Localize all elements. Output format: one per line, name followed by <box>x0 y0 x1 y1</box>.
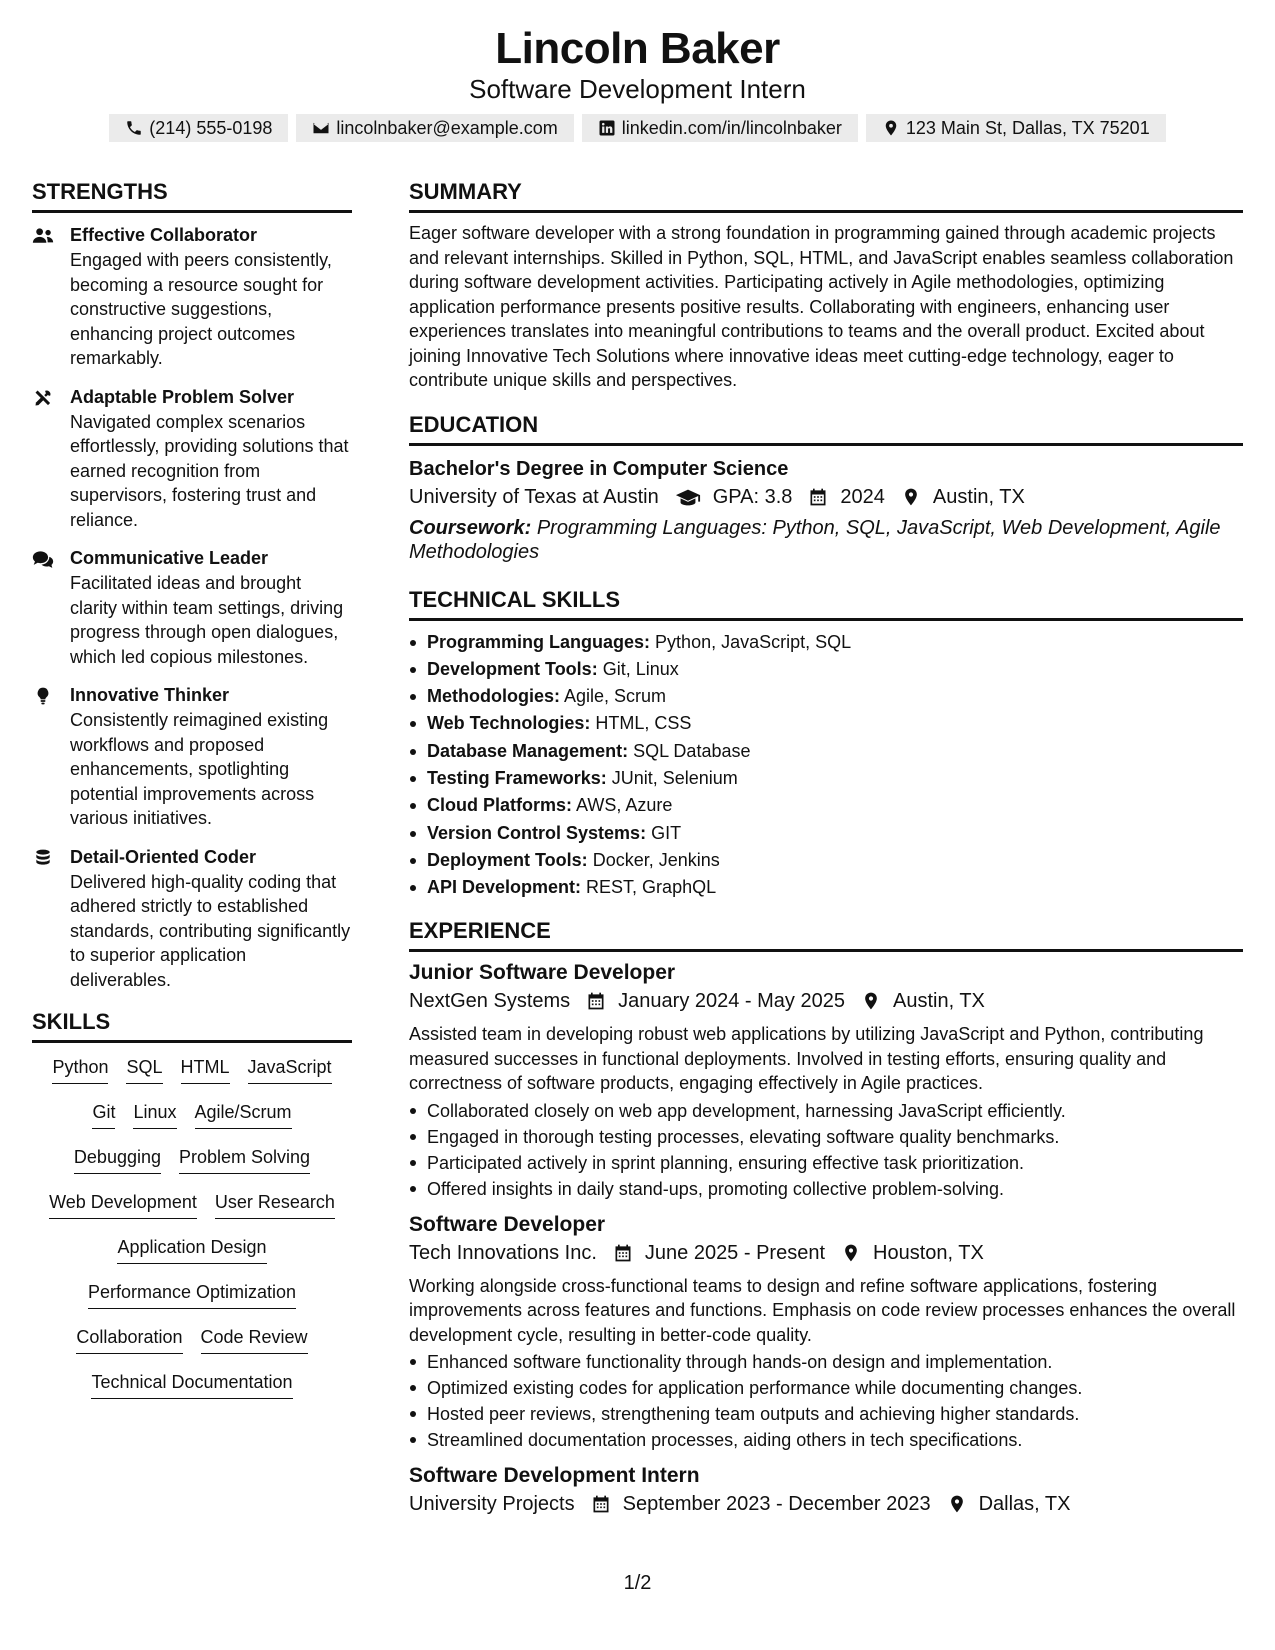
skill-chip: Agile/Scrum <box>195 1100 292 1129</box>
job-description: Assisted team in developing robust web applications by utilizing JavaScript and Python, contributing measured successes in functional deployments. Involved in testing efforts, ensuring quality and correctness of software products, engaging effectively in Agile practices. <box>409 1024 1204 1094</box>
technical-skills-list <box>409 629 1243 902</box>
job-meta <box>409 986 1243 1016</box>
strength-title: Adaptable Problem Solver <box>70 386 295 407</box>
skill-chip: User Research <box>215 1190 335 1219</box>
skill-category: Programming Languages: <box>427 631 651 652</box>
school-name: University of Texas at Austin <box>409 485 659 508</box>
experience-heading: EXPERIENCE <box>409 917 1243 952</box>
skill-chip: Web Development <box>49 1190 197 1219</box>
strengths-heading: STRENGTHS <box>32 178 352 213</box>
candidate-name: Lincoln Baker <box>495 24 780 73</box>
strength-description: Delivered high-quality coding that adhered strictly to established standards, contributing significantly to superior application deliverables. <box>70 871 351 990</box>
skill-chip: Application Design <box>117 1235 266 1264</box>
phone-text: (214) 555-0198 <box>149 117 273 138</box>
skill-values: REST, GraphQL <box>586 877 717 898</box>
list-item: Engaged in thorough testing processes, elevating software quality benchmarks. <box>409 1124 1243 1150</box>
skill-chip: Technical Documentation <box>91 1370 292 1399</box>
education-meta <box>409 482 1243 512</box>
tools-icon <box>32 388 54 408</box>
list-item <box>409 820 1243 847</box>
map-pin-icon <box>947 1494 967 1514</box>
list-item <box>409 738 1243 765</box>
envelope-icon <box>312 119 330 137</box>
contact-linkedin[interactable] <box>582 114 858 142</box>
strength-item <box>32 385 352 533</box>
technical-skills-section <box>409 586 1243 902</box>
skill-values: Docker, Jenkins <box>592 849 720 870</box>
skill-chip: SQL <box>126 1055 162 1084</box>
database-icon <box>32 848 54 868</box>
job-location: Dallas, TX <box>978 1493 1071 1516</box>
strength-description: Engaged with peers consistently, becoming a resource sought for constructive suggestions, enhancing project outcomes remarkably. <box>70 250 332 368</box>
job-dates: June 2025 - Present <box>644 1241 826 1264</box>
skill-chip: Linux <box>133 1100 176 1129</box>
skill-category: Cloud Platforms: <box>427 795 573 816</box>
school-location: Austin, TX <box>932 485 1025 508</box>
strength-title: Effective Collaborator <box>70 225 258 245</box>
skill-values: Agile, Scrum <box>564 686 667 707</box>
map-pin-icon <box>882 119 900 137</box>
skill-values: Python, JavaScript, SQL <box>655 631 852 652</box>
skill-chip: Git <box>92 1100 115 1129</box>
skill-category: Web Technologies: <box>427 713 591 734</box>
coursework-text: Programming Languages: Python, SQL, JavaScript, Web Development, Agile Methodologies <box>409 516 1221 563</box>
skills-section <box>32 1008 352 1415</box>
job-entry <box>409 1212 1243 1454</box>
skill-chip: Python <box>52 1055 108 1084</box>
skill-values: SQL Database <box>633 740 751 761</box>
list-item <box>409 792 1243 819</box>
list-item <box>409 847 1243 874</box>
education-section <box>409 411 1243 564</box>
skill-chip: Performance Optimization <box>88 1280 296 1309</box>
strength-item <box>32 683 352 831</box>
calendar-icon <box>586 991 606 1011</box>
skill-values: JUnit, Selenium <box>611 767 738 788</box>
company-name: University Projects <box>409 1493 575 1516</box>
list-item: Enhanced software functionality through hands-on design and implementation. <box>409 1349 1243 1375</box>
list-item: Streamlined documentation processes, aiding others in tech specifications. <box>409 1427 1243 1453</box>
skill-category: Database Management: <box>427 740 629 761</box>
list-item <box>409 710 1243 737</box>
job-description: Working alongside cross-functional teams to design and refine software applications, fostering improvements across features and functions. Emphasis on code review processes enhances the overall development cycle, resulting in better-code quality. <box>409 1275 1236 1345</box>
strength-title: Innovative Thinker <box>70 685 230 705</box>
contact-address[interactable] <box>866 114 1166 142</box>
list-item: Collaborated closely on web app development, harnessing JavaScript efficiently. <box>409 1098 1243 1124</box>
job-entry <box>409 1463 1243 1519</box>
skill-category: Methodologies: <box>427 686 560 707</box>
company-name: Tech Innovations Inc. <box>409 1241 597 1264</box>
skill-category: Version Control Systems: <box>427 822 647 843</box>
list-item: Hosted peer reviews, strengthening team outputs and achieving higher standards. <box>409 1401 1243 1427</box>
list-item <box>409 874 1243 901</box>
coursework <box>409 516 1243 564</box>
graduation-cap-icon <box>675 487 701 507</box>
skill-values: HTML, CSS <box>595 713 692 734</box>
skill-chip: Collaboration <box>76 1325 182 1354</box>
contact-phone[interactable] <box>109 114 288 142</box>
calendar-icon <box>808 487 828 507</box>
company-name: NextGen Systems <box>409 990 571 1013</box>
email-text: lincolnbaker@example.com <box>336 117 558 138</box>
degree-title: Bachelor's Degree in Computer Science <box>409 457 789 480</box>
job-title: Junior Software Developer <box>409 961 676 985</box>
list-item: Participated actively in sprint planning, ensuring effective task prioritization. <box>409 1150 1243 1176</box>
job-meta <box>409 1238 1243 1268</box>
skill-chip: Problem Solving <box>179 1145 310 1174</box>
left-column <box>32 178 352 1415</box>
strength-title: Communicative Leader <box>70 548 269 568</box>
coursework-label: Coursework: <box>409 516 532 539</box>
job-dates: January 2024 - May 2025 <box>618 990 845 1013</box>
skill-category: Development Tools: <box>427 658 598 679</box>
strength-description: Navigated complex scenarios effortlessly, providing solutions that earned recognition from supervisors, fostering trust and reliance. <box>70 411 349 530</box>
job-dates: September 2023 - December 2023 <box>622 1493 931 1516</box>
graduation-year: 2024 <box>840 485 885 508</box>
strength-title: Detail-Oriented Coder <box>70 846 257 867</box>
strengths-list <box>32 223 352 992</box>
skill-values: Git, Linux <box>602 658 679 679</box>
map-pin-icon <box>901 487 921 507</box>
technical-skills-heading: TECHNICAL SKILLS <box>409 586 1243 621</box>
skill-category: Deployment Tools: <box>427 849 588 870</box>
map-pin-icon <box>841 1243 861 1263</box>
job-title: Software Development Intern <box>409 1464 700 1488</box>
skill-values: AWS, Azure <box>576 795 673 816</box>
job-location: Austin, TX <box>892 990 985 1013</box>
strength-description: Facilitated ideas and brought clarity within team settings, driving progress through open dialogues, which led copious milestones. <box>70 573 344 667</box>
page-number: 1/2 <box>623 1572 652 1594</box>
job-meta <box>409 1489 1243 1519</box>
linkedin-icon <box>598 119 616 137</box>
map-pin-icon <box>861 991 881 1011</box>
job-bullets <box>409 1098 1243 1202</box>
summary-section <box>409 178 1243 393</box>
linkedin-text: linkedin.com/in/lincolnbaker <box>621 117 842 138</box>
skill-values: GIT <box>651 822 682 843</box>
gpa-text: GPA: 3.8 <box>712 485 793 508</box>
comments-icon <box>32 549 54 569</box>
list-item <box>409 629 1243 656</box>
phone-icon <box>125 119 143 137</box>
calendar-icon <box>591 1494 611 1514</box>
strength-item <box>32 845 352 993</box>
right-column <box>409 178 1243 1529</box>
list-item <box>409 656 1243 683</box>
contact-bar <box>0 114 1275 142</box>
skill-category: Testing Frameworks: <box>427 767 607 788</box>
job-title: Software Developer <box>409 1212 606 1236</box>
users-icon <box>32 226 54 246</box>
experience-section <box>409 917 1243 1519</box>
skills-heading: SKILLS <box>32 1008 352 1043</box>
candidate-role: Software Development Intern <box>469 74 806 104</box>
skill-category: API Development: <box>427 877 582 898</box>
strength-item <box>32 546 352 669</box>
strength-description: Consistently reimagined existing workflows and proposed enhancements, spotlighting potential improvements across various initiatives. <box>70 710 329 828</box>
contact-email[interactable] <box>296 114 573 142</box>
skill-chip: HTML <box>181 1055 230 1084</box>
skills-chips <box>32 1055 352 1415</box>
calendar-icon <box>613 1243 633 1263</box>
list-item <box>409 683 1243 710</box>
skill-chip: Debugging <box>74 1145 161 1174</box>
job-location: Houston, TX <box>873 1241 984 1264</box>
resume-header <box>0 22 1275 142</box>
address-text: 123 Main St, Dallas, TX 75201 <box>905 117 1150 138</box>
job-bullets <box>409 1349 1243 1453</box>
education-heading: EDUCATION <box>409 411 1243 446</box>
strength-item <box>32 223 352 371</box>
list-item: Offered insights in daily stand-ups, promoting collective problem-solving. <box>409 1176 1243 1202</box>
summary-heading: SUMMARY <box>409 178 1243 213</box>
list-item <box>409 765 1243 792</box>
lightbulb-icon <box>32 686 54 706</box>
job-entry <box>409 960 1243 1202</box>
summary-text: Eager software developer with a strong foundation in programming gained through academic projects and relevant internships. Skilled in Python, SQL, HTML, and JavaScript enables seamless collaboration during software development activities. Participating actively in Agile methodologies, optimizing application performance presents positive results. Collaborating with engineers, enhancing user experiences translates into meaningful contributions to teams and the overall product. Excited about joining Innovative Tech Solutions where innovative ideas meet cutting-edge technology, eager to contribute unique skills and perspectives. <box>409 223 1234 390</box>
skill-chip: JavaScript <box>248 1055 332 1084</box>
list-item: Optimized existing codes for application performance while documenting changes. <box>409 1375 1243 1401</box>
skill-chip: Code Review <box>201 1325 308 1354</box>
